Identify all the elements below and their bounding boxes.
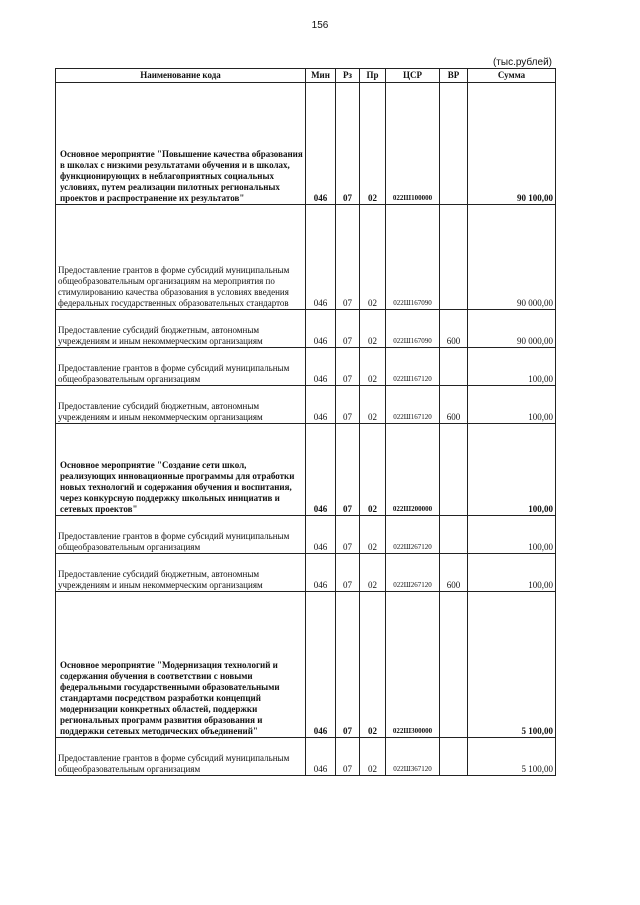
row-csr: 022Ш300000 <box>386 592 440 738</box>
header-sum: Сумма <box>468 69 556 83</box>
row-name: Предоставление грантов в форме субсидий муниципальным общеобразовательным организациям <box>56 516 306 554</box>
row-sum: 100,00 <box>468 424 556 516</box>
row-pr: 02 <box>360 83 386 205</box>
row-vr <box>440 424 468 516</box>
page-number: 156 <box>311 20 329 31</box>
row-min: 046 <box>306 738 336 776</box>
table-row <box>56 205 556 310</box>
table-row <box>56 386 556 424</box>
row-name: Предоставление грантов в форме субсидий муниципальным общеобразовательным организациям <box>56 738 306 776</box>
table-row <box>56 738 556 776</box>
table-row <box>56 592 556 738</box>
row-sum: 90 000,00 <box>468 205 556 310</box>
row-csr: 022Ш367120 <box>386 738 440 776</box>
row-csr: 022Ш167090 <box>386 205 440 310</box>
row-sum: 100,00 <box>468 554 556 592</box>
header-name: Наименование кода <box>56 69 306 83</box>
row-csr: 022Ш100000 <box>386 83 440 205</box>
units-label: (тыс.рублей) <box>492 57 552 68</box>
table-row <box>56 516 556 554</box>
row-name: Предоставление субсидий бюджетным, автономным учреждениям и иным некоммерческим организациям <box>56 310 306 348</box>
row-vr <box>440 348 468 386</box>
row-rz: 07 <box>336 424 360 516</box>
row-rz: 07 <box>336 386 360 424</box>
row-rz: 07 <box>336 554 360 592</box>
row-csr: 022Ш167120 <box>386 386 440 424</box>
row-sum: 90 000,00 <box>468 310 556 348</box>
row-name: Предоставление грантов в форме субсидий муниципальным общеобразовательным организациям на мероприятия по стимулированию качества образования в условиях введения федеральных государственных образовательных стандартов <box>56 205 306 310</box>
row-pr: 02 <box>360 205 386 310</box>
row-vr <box>440 83 468 205</box>
row-min: 046 <box>306 516 336 554</box>
row-pr: 02 <box>360 424 386 516</box>
row-sum: 100,00 <box>468 348 556 386</box>
budget-table <box>55 68 556 776</box>
row-min: 046 <box>306 554 336 592</box>
row-vr <box>440 738 468 776</box>
row-name: Предоставление субсидий бюджетным, автономным учреждениям и иным некоммерческим организациям <box>56 386 306 424</box>
row-sum: 90 100,00 <box>468 83 556 205</box>
row-name: Основное мероприятие "Повышение качества образования в школах с низкими результатами обучения и в школах, функционирующих в неблагоприятных социальных условиях, путем реализации пилотных региональных проектов и распространение их результатов" <box>56 83 306 205</box>
table-row <box>56 83 556 205</box>
row-vr <box>440 592 468 738</box>
row-rz: 07 <box>336 592 360 738</box>
row-min: 046 <box>306 205 336 310</box>
row-pr: 02 <box>360 386 386 424</box>
row-min: 046 <box>306 348 336 386</box>
row-sum: 100,00 <box>468 516 556 554</box>
header-rz: Рз <box>336 69 360 83</box>
row-name: Предоставление субсидий бюджетным, автономным учреждениям и иным некоммерческим организациям <box>56 554 306 592</box>
row-csr: 022Ш167090 <box>386 310 440 348</box>
header-csr: ЦСР <box>386 69 440 83</box>
row-csr: 022Ш267120 <box>386 516 440 554</box>
row-min: 046 <box>306 310 336 348</box>
row-sum: 100,00 <box>468 386 556 424</box>
row-vr <box>440 516 468 554</box>
row-rz: 07 <box>336 738 360 776</box>
row-pr: 02 <box>360 348 386 386</box>
row-min: 046 <box>306 386 336 424</box>
row-vr: 600 <box>440 386 468 424</box>
row-rz: 07 <box>336 348 360 386</box>
row-vr: 600 <box>440 554 468 592</box>
row-rz: 07 <box>336 516 360 554</box>
row-csr: 022Ш167120 <box>386 348 440 386</box>
row-rz: 07 <box>336 205 360 310</box>
row-csr: 022Ш267120 <box>386 554 440 592</box>
row-sum: 5 100,00 <box>468 592 556 738</box>
row-sum: 5 100,00 <box>468 738 556 776</box>
row-min: 046 <box>306 83 336 205</box>
row-name: Основное мероприятие "Создание сети школ, реализующих инновационные программы для отработки новых технологий и содержания обучения и воспитания, через конкурсную поддержку школьных инициатив и сетевых проектов" <box>56 424 306 516</box>
table-header-row <box>56 69 556 83</box>
row-csr: 022Ш200000 <box>386 424 440 516</box>
row-rz: 07 <box>336 83 360 205</box>
row-pr: 02 <box>360 310 386 348</box>
row-name: Основное мероприятие "Модернизация технологий и содержания обучения в соответствии с новыми федеральными государственными образовательными стандартами посредством разработки концепций модернизации конкретных областей, поддержки региональных программ развития образования и поддержки сетевых методических объединений" <box>56 592 306 738</box>
table-row <box>56 554 556 592</box>
header-min: Мин <box>306 69 336 83</box>
row-pr: 02 <box>360 592 386 738</box>
row-vr: 600 <box>440 310 468 348</box>
row-pr: 02 <box>360 554 386 592</box>
table-row <box>56 310 556 348</box>
header-pr: Пр <box>360 69 386 83</box>
row-rz: 07 <box>336 310 360 348</box>
row-min: 046 <box>306 592 336 738</box>
row-name: Предоставление грантов в форме субсидий муниципальным общеобразовательным организациям <box>56 348 306 386</box>
row-min: 046 <box>306 424 336 516</box>
table-row <box>56 348 556 386</box>
table-row <box>56 424 556 516</box>
row-pr: 02 <box>360 516 386 554</box>
row-pr: 02 <box>360 738 386 776</box>
header-vr: ВР <box>440 69 468 83</box>
row-vr <box>440 205 468 310</box>
